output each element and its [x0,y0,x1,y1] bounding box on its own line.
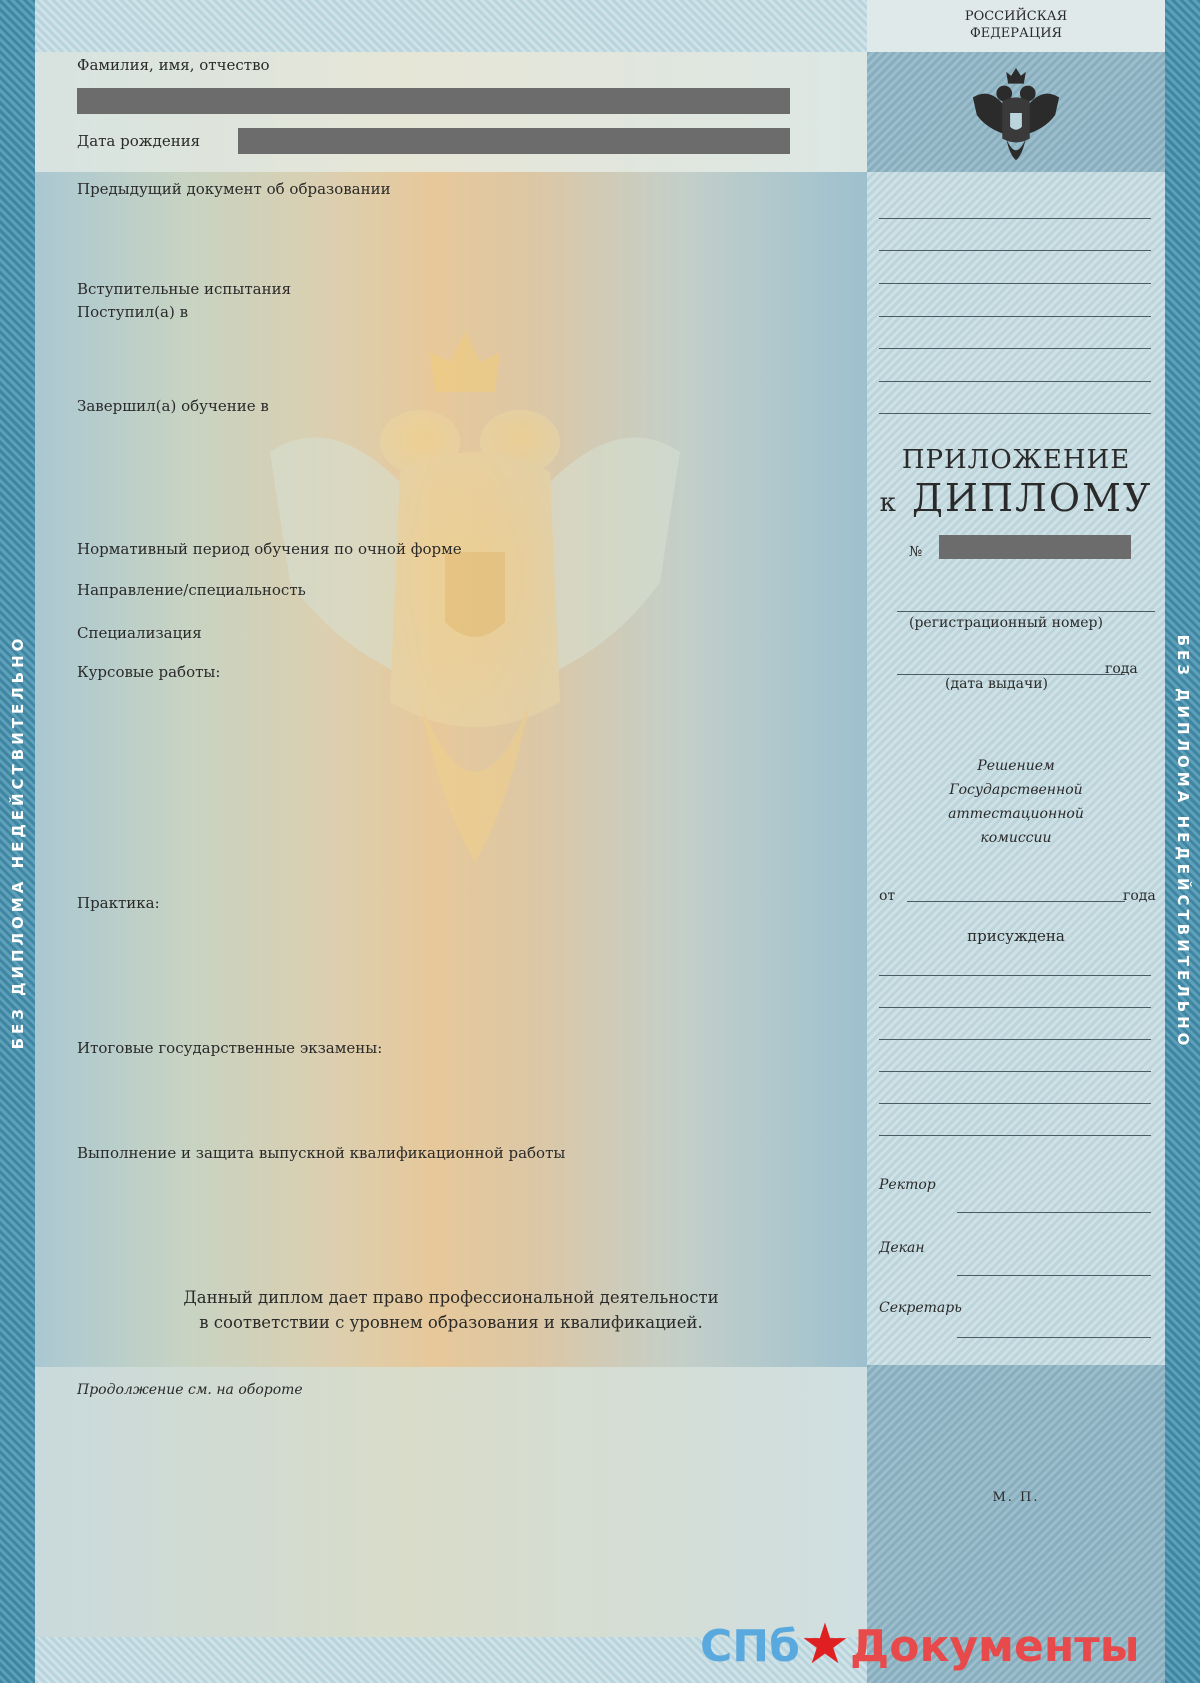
prev-doc-label: Предыдущий документ об образовании [77,180,391,198]
specialization-label: Специализация [77,624,202,642]
state-exams-label: Итоговые государственные экзамены: [77,1039,383,1057]
rector-label: Ректор [879,1177,936,1193]
ruled-line [879,1103,1151,1104]
ruled-line [879,218,1151,219]
issue-date-caption: (дата выдачи) [945,676,1049,692]
double-headed-eagle-icon [967,66,1065,164]
issue-date-line [897,674,1125,675]
decision-date-line [907,901,1125,902]
ruled-line [879,975,1151,976]
country-line2: ФЕДЕРАЦИЯ [969,26,1063,41]
star-icon: ★ [799,1612,851,1677]
norm-period-label: Нормативный период обучения по очной форме [77,540,462,558]
rights-statement-line2: в соответствии с уровнем образования и квалификацией. [199,1313,703,1332]
logo-part1: СПб [700,1621,800,1672]
thesis-label: Выполнение и защита выпускной квалификационной работы [77,1144,566,1162]
ruled-line [879,1039,1151,1040]
ruled-line [879,381,1151,382]
from-word: от [879,888,896,904]
left-border-text: БЕЗ ДИПЛОМА НЕДЕЙСТВИТЕЛЬНО [8,634,27,1049]
direction-label: Направление/специальность [77,581,306,599]
fio-label: Фамилия, имя, отчество [77,56,270,74]
title-prefix: к [879,488,898,518]
rights-statement-line1: Данный диплом дает право профессиональной деятельности [183,1288,719,1307]
left-border [0,0,35,1683]
decision-line3: аттестационной [948,806,1084,822]
emblem-watermark-icon [250,322,700,882]
title-word: ДИПЛОМУ [911,476,1153,520]
dean-signature-line [957,1275,1151,1276]
ruled-line [879,1007,1151,1008]
secretary-label: Секретарь [879,1300,962,1316]
country-line1: РОССИЙСКАЯ [964,9,1068,24]
rector-signature-line [957,1212,1151,1213]
reg-number-line [897,611,1155,612]
decision-year-word: года [1123,888,1156,904]
fio-redacted-value [77,88,790,114]
secretary-signature-line [957,1337,1151,1338]
right-border [1165,0,1200,1683]
country-header [867,0,1165,52]
ruled-line [879,348,1151,349]
ruled-line [879,250,1151,251]
right-border-text: БЕЗ ДИПЛОМА НЕДЕЙСТВИТЕЛЬНО [1173,634,1192,1049]
awarded-label: присуждена [967,927,1065,945]
logo-part2: Документы [850,1621,1140,1672]
decision-line1: Решением [977,758,1055,774]
number-sign: № [909,544,923,560]
top-band [35,0,867,52]
issue-year-word: года [1105,661,1138,677]
ruled-line [879,1071,1151,1072]
ruled-line [879,413,1151,414]
enrolled-label: Поступил(а) в [77,303,189,321]
stamp-place-label: М. П. [992,1490,1040,1505]
coursework-label: Курсовые работы: [77,663,221,681]
practice-label: Практика: [77,894,160,912]
continued-note: Продолжение см. на обороте [77,1382,303,1398]
title-line1: ПРИЛОЖЕНИЕ [901,445,1131,475]
birth-date-redacted-value [238,128,790,154]
right-column [867,0,1165,1683]
completed-label: Завершил(а) обучение в [77,397,269,415]
dean-label: Декан [879,1240,925,1256]
decision-line4: комиссии [980,830,1052,846]
ruled-line [879,316,1151,317]
ruled-line [879,283,1151,284]
entrance-exams-label: Вступительные испытания [77,280,292,298]
spb-documents-logo [700,1610,1140,1680]
diploma-number-redacted [939,535,1131,559]
reg-number-caption: (регистрационный номер) [909,615,1103,631]
decision-line2: Государственной [949,782,1083,798]
title-line2 [867,476,1165,520]
continuation-band [35,1367,867,1637]
emblem-area [867,52,1165,172]
main-form-area [35,52,867,1637]
ruled-line [879,1135,1151,1136]
birth-date-label: Дата рождения [77,132,201,150]
